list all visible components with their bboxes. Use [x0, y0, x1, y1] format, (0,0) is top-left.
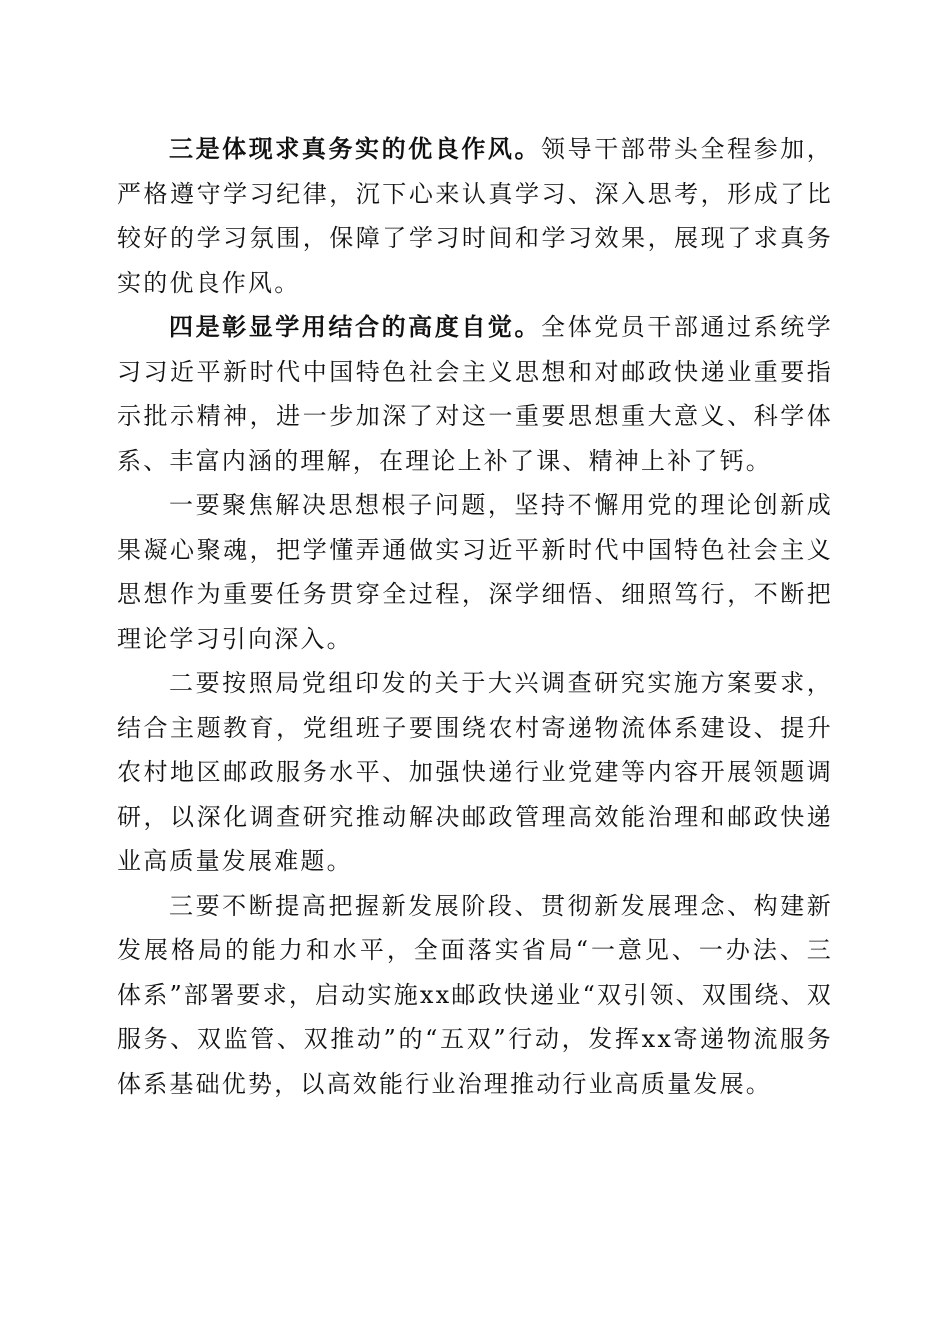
- paragraph-style: [117, 127, 833, 305]
- paragraph-text: 三要不断提高把握新发展阶段、贯彻新发展理念、构建新发展格局的能力和水平，全面落实省局“一意见、一办法、三体系”部署要求，启动实施xx邮政快递业“双引领、双围绕、双服务、双监管、双推动”的“五双”行动，发挥xx寄递物流服务体系基础优势，以高效能行业治理推动行业高质量发展。: [117, 891, 833, 1098]
- paragraph-lead: 三是体现求真务实的优良作风。: [169, 134, 542, 163]
- paragraph-text: 领导干部带头全程参加，严格遵守学习纪律，沉下心来认真学习、深入思考，形成了比较好的学习氛围，保障了学习时间和学习效果，展现了求真务实的优良作风。: [117, 135, 833, 297]
- paragraph-task-two: [117, 661, 833, 884]
- paragraph-lead: 四是彰显学用结合的高度自觉。: [169, 312, 542, 341]
- paragraph-task-one: [117, 483, 833, 661]
- paragraph-task-three: [117, 884, 833, 1107]
- document-body: [117, 127, 833, 1106]
- paragraph-text: 全体党员干部通过系统学习习近平新时代中国特色社会主义思想和对邮政快递业重要指示批示精神，进一步加深了对这一重要思想重大意义、科学体系、丰富内涵的理解，在理论上补了课、精神上补了钙。: [117, 313, 833, 475]
- paragraph-text: 一要聚焦解决思想根子问题，坚持不懈用党的理论创新成果凝心聚魂，把学懂弄通做实习近平新时代中国特色社会主义思想作为重要任务贯穿全过程，深学细悟、细照笃行，不断把理论学习引向深入。: [117, 491, 833, 653]
- paragraph-integration: [117, 305, 833, 483]
- paragraph-text: 二要按照局党组印发的关于大兴调查研究实施方案要求，结合主题教育，党组班子要围绕农村寄递物流体系建设、提升农村地区邮政服务水平、加强快递行业党建等内容开展领题调研，以深化调查研究推动解决邮政管理高效能治理和邮政快递业高质量发展难题。: [117, 669, 833, 875]
